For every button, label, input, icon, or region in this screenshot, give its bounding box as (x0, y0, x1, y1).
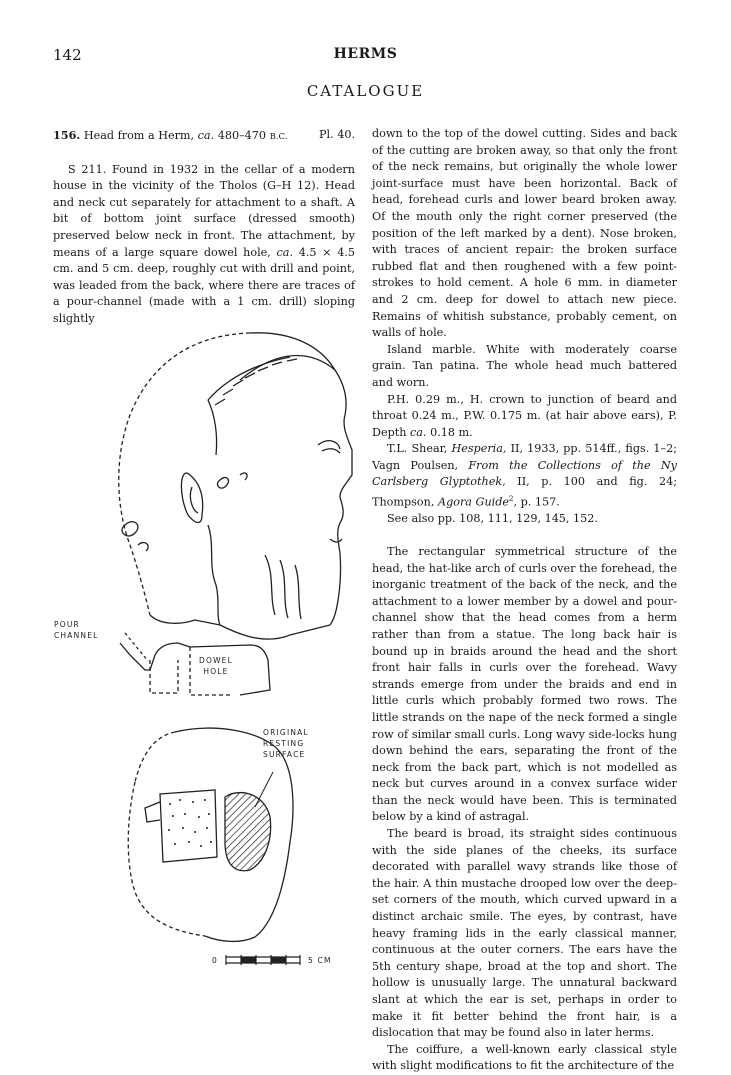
discussion-paragraph-3: The coiffure, a well-known early classical style with slight modifications to fit the architecture of the (372, 1042, 677, 1073)
entry-era: B.C. (269, 132, 288, 142)
entry-number: 156. (53, 128, 81, 142)
entry-plate: Pl. 40. (318, 128, 355, 141)
bottom-view-svg (105, 722, 355, 972)
left-column (53, 127, 355, 328)
scale-zero-label: 0 (212, 956, 218, 965)
section-title: CATALOGUE (306, 82, 425, 100)
pour-channel-label: POUR CHANNEL (54, 620, 99, 640)
dowel-hole-texture (168, 799, 212, 847)
entry-title-text: Head from a Herm, (83, 129, 195, 142)
material-paragraph: Island marble. White with moderately coarse grain. Tan patina. The whole head much battered and worn. (372, 342, 677, 389)
running-head: HERMS (333, 46, 398, 62)
entry-title (53, 127, 287, 146)
head-profile-svg (90, 325, 365, 705)
see-also-paragraph: See also pp. 108, 111, 129, 145, 152. (387, 512, 598, 526)
page-number: 142 (53, 46, 82, 64)
description-paragraph: S 211. Found in 1932 in the cellar of a modern house in the vicinity of the Tholos (G–H 12). Head and neck cut separately for attachment to a shaft. A bit of bottom joint surface (dressed smooth) preserved below neck in front. The attachment, by means of a large square dowel hole, ca. 4.5 × 4.5 cm. and 5 cm. deep, roughly cut with drill and point, was leaded from the back, where there are traces of a pour-channel (made with a 1 cm. drill) sloping slightly (53, 162, 355, 325)
bibliography-paragraph: T.L. Shear, Hesperia, II, 1933, pp. 514ff., figs. 1–2; Vagn Poulsen, From the Collections of the Ny Carlsberg Glyptothek, II, p. 100 and fig. 24; Thompson, Agora Guide$^2$, p. 157. (372, 442, 678, 509)
scale-bar-svg (224, 952, 304, 968)
scale-bar (212, 952, 352, 968)
dowel-hole-label: DOWEL HOLE (198, 656, 233, 676)
discussion-paragraph-2: The beard is broad, its straight sides continuous with the side planes of the cheeks, its surface decorated with parallel wavy strands like those of the hair. A thin mustache drooped low over the deep-set corners of the mouth, which curved upward in a distinct archaic smile. The eyes, by contrast, have heavy framing lids in the early classical manner, continuous at the outer corners. The ears have the 5th century shape, broad at the top and short. The hollow is unusually large. The unnatural backward slant at which the ear is set, perhaps in order to make it fit better behind the front hair, is a dislocation that may be found also in later herms. (372, 827, 677, 1040)
right-column (372, 126, 677, 1075)
entry-date: 480–470 (217, 129, 267, 142)
entry-date-prefix: ca. (197, 129, 215, 142)
scale-end-label: 5 CM (308, 956, 332, 965)
entry-heading (53, 127, 355, 146)
head-profile-drawing (54, 325, 365, 705)
discussion-paragraph-1: The rectangular symmetrical structure of the head, the hat-like arch of curls over the forehead, the inorganic treatment of the back of the neck, and the attachment to a lower member by a dowel and pour-channel show that the head comes from a herm rather than from a statue. The long back hair is bound up in braids around the head and the short front hair falls in curls over the forehead. Wavy strands emerge from under the braids and end in little curls which probably formed two rows. The little strands on the nape of the neck formed a single row of similar small curls. Long wavy side-locks hung down behind the ears, separating the front of the neck from the back part, which is not modelled as neck but curves around in a convex surface wider than the neck would have been. This is terminated below by a kind of astragal. (372, 544, 677, 824)
description-continued: down to the top of the dowel cutting. Sides and back of the cutting are broken away, so that only the front of the neck remains, but originally the whole lower joint-surface must have been horizontal. Back of head, forehead curls and lower beard broken away. Of the mouth only the right corner preserved (the position of the left marked by a dent). Nose broken, with traces of ancient repair: the broken surface rubbed flat and then roughened with a few point-strokes to hold cement. A hole 6 mm. in diameter and 2 cm. deep for dowel to attach new piece. Remains of whitish substance, probably cement, on walls of hole. (372, 127, 677, 340)
dimensions-paragraph: P.H. 0.29 m., H. crown to junction of beard and throat 0.24 m., P.W. 0.175 m. (at hair above ears), P. Depth ca. 0.18 m. (372, 392, 677, 439)
bottom-view-drawing (105, 722, 355, 972)
resting-surface-label: ORIGINAL RESTING SURFACE (263, 728, 309, 759)
